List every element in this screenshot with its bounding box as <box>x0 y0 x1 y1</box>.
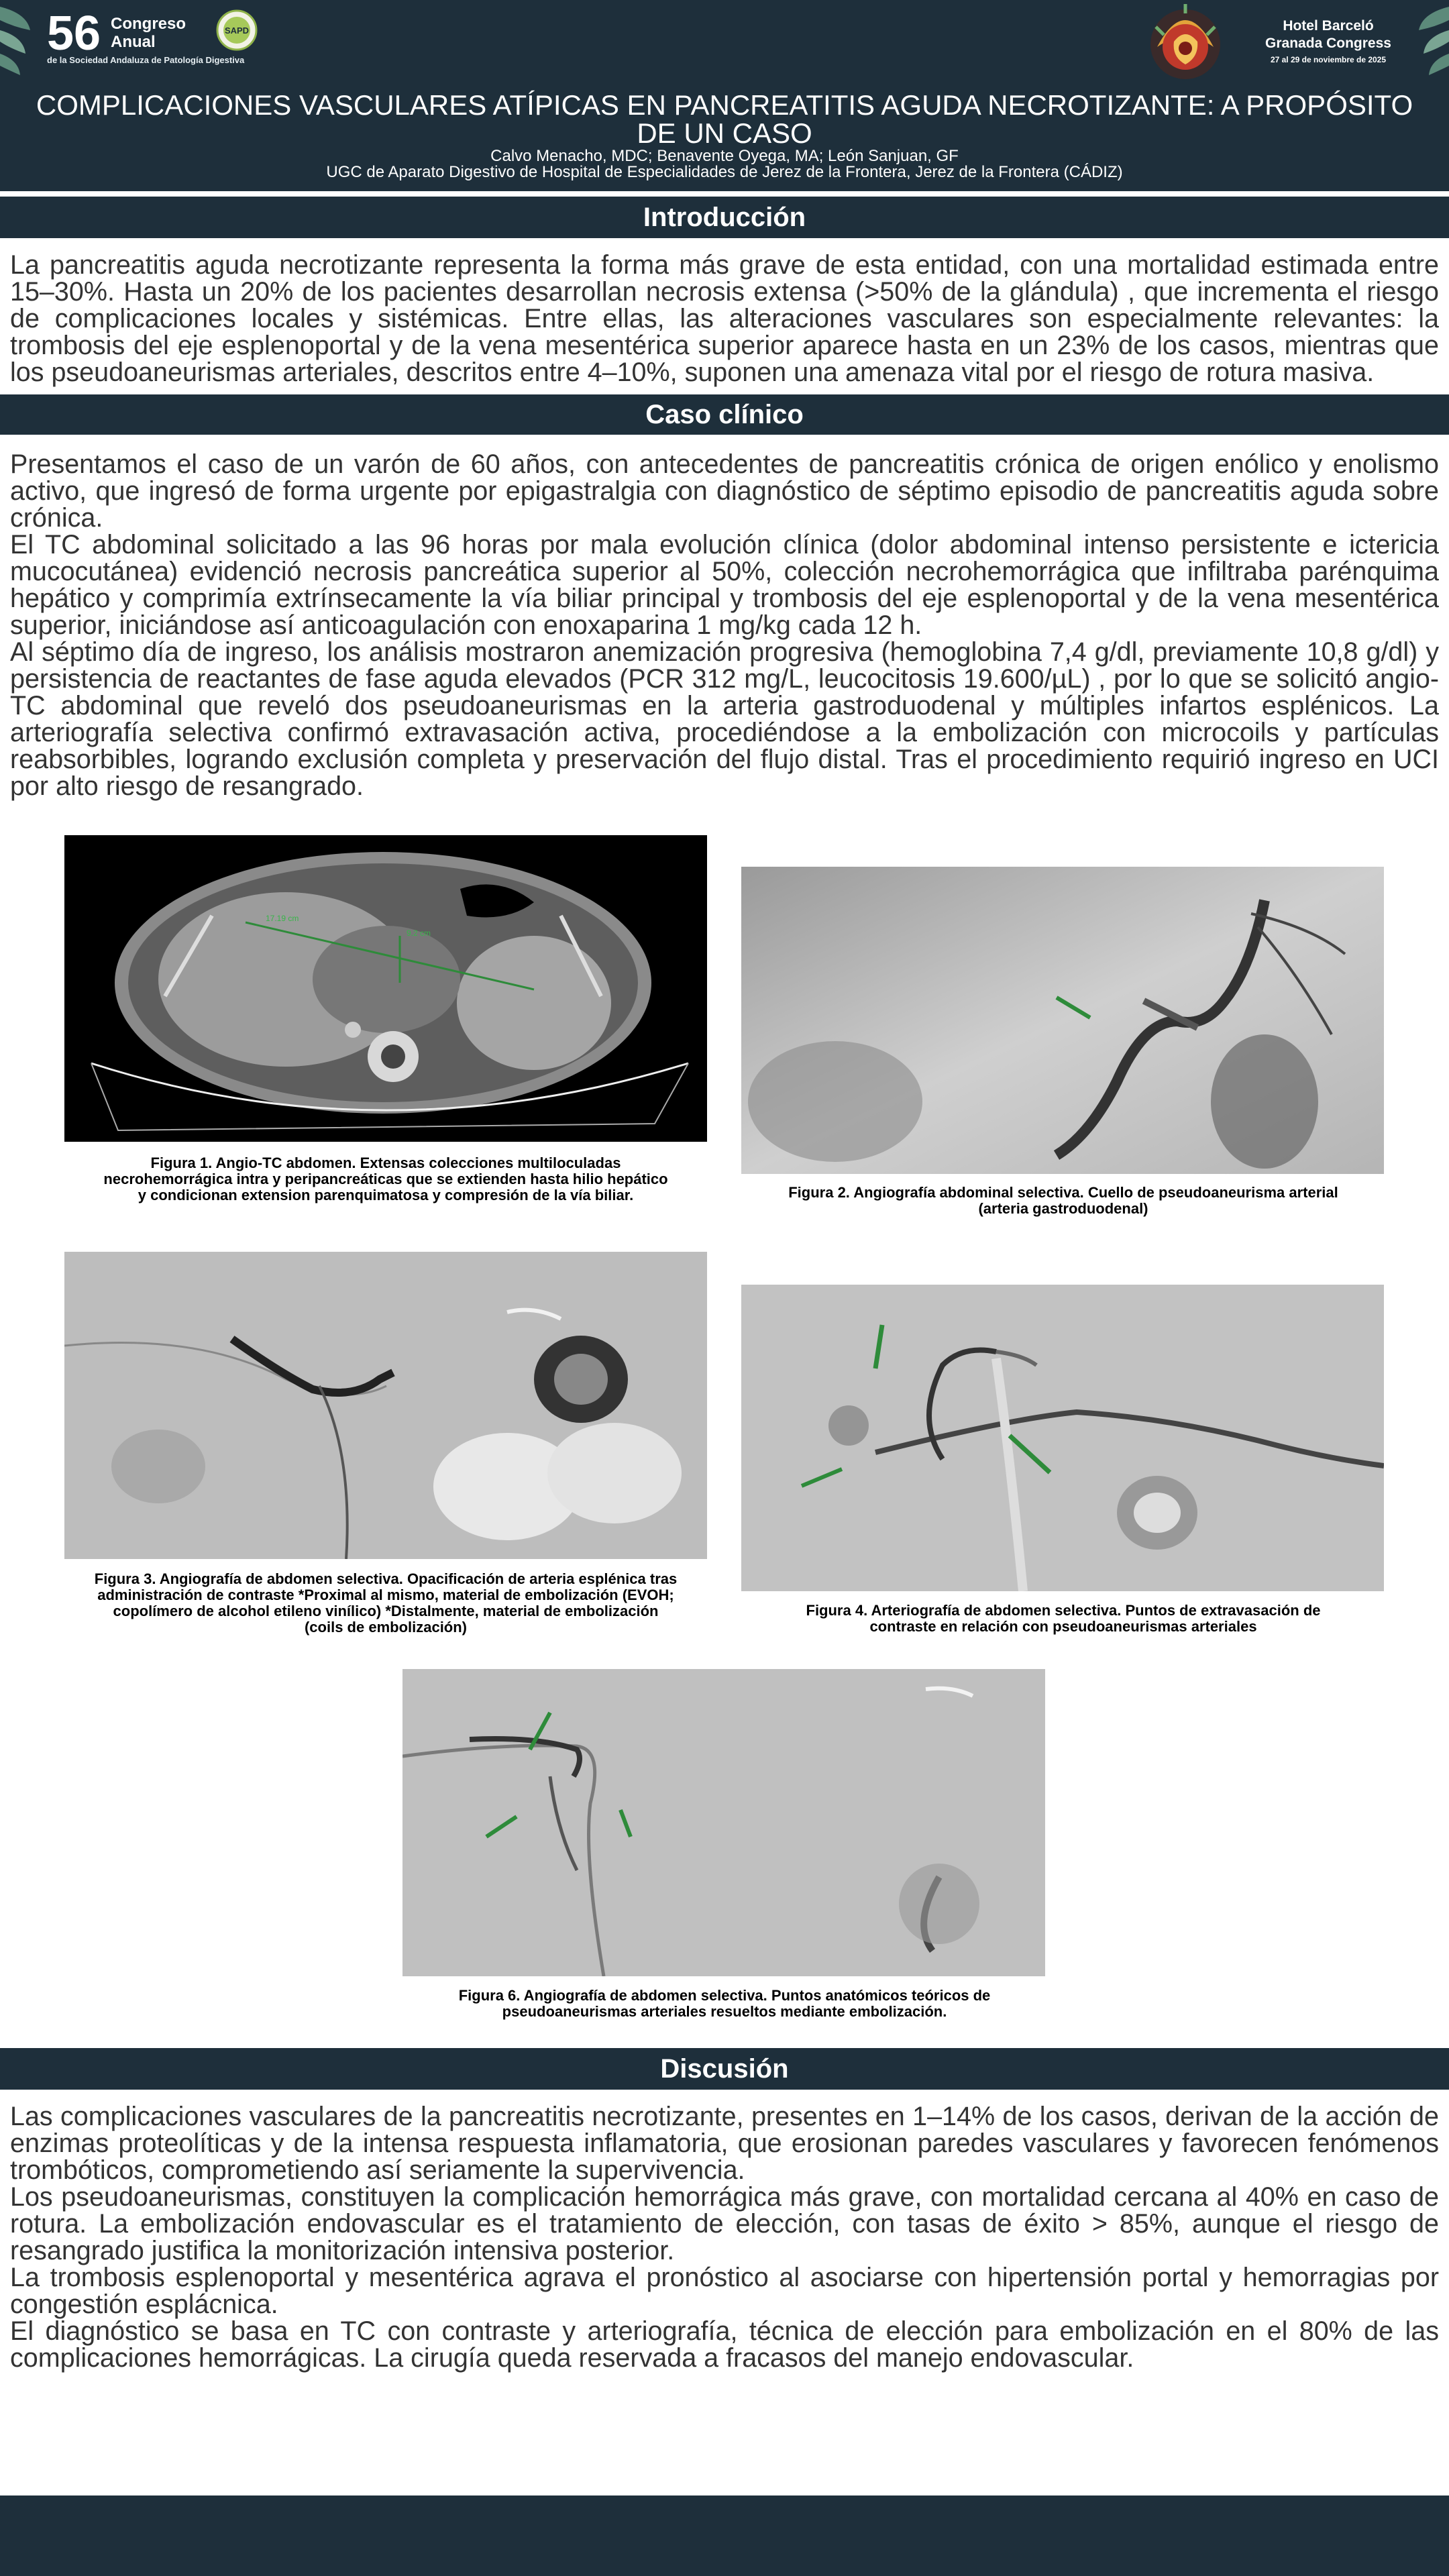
society-name: de la Sociedad Andaluza de Patología Digestiva <box>47 55 245 65</box>
congress-emblem-icon <box>1144 0 1228 84</box>
figure-4-caption: Figura 4. Arteriografía de abdomen selectiva. Puntos de extravasación de contraste en relación con pseudoaneurismas arteriales <box>806 1602 1321 1635</box>
discusion-paragraph-2: Los pseudoaneurismas, constituyen la complicación hemorrágica más grave, con mortalidad cercana al 40% en caso de rotura. La embolización endovascular es el tratamiento de elección, con tasas de éxito > 85%, aunque el riesgo de resangrado justifica la monitorización intensiva posterior. <box>10 2182 1439 2265</box>
poster-authors: Calvo Menacho, MDC; Benavente Oyega, MA; León Sanjuan, GF <box>490 147 959 165</box>
intro-paragraph <box>10 252 1439 386</box>
poster-footer <box>0 2496 1449 2576</box>
ct-measure-label: 9.2 cm <box>407 928 431 938</box>
venue-name: Granada Congress <box>1265 36 1391 51</box>
congress-dates: 27 al 29 de noviembre de 2025 <box>1270 55 1387 64</box>
congress-number: 56 <box>47 7 101 60</box>
caso-paragraph-2: El TC abdominal solicitado a las 96 horas por mala evolución clínica (dolor abdominal intenso persistente e ictericia mucocutánea) evidenció necrosis pancreática superior al 50%, colección necrohemorrágica que infiltraba parénquima hepático y comprimía extrínsecamente la vía biliar principal y trombosis del eje esplenoportal y de la vena mesentérica superior, iniciándose así anticoagulación con enoxaparina 1 mg/kg cada 12 h. <box>10 530 1439 640</box>
figure-3-caption: Figura 3. Angiografía de abdomen selectiva. Opacificación de arteria esplénica tras administración de contraste *Proximal al mismo, material de embolización (EVOH; copolímero de alcohol etileno vinílico) *Distalmente, material de embolización (coils de embolización) <box>94 1570 678 1635</box>
sapd-logo-icon <box>216 9 258 51</box>
ct-measure-label: 17.19 cm <box>266 914 299 923</box>
section-heading-caso-clinico: Caso clínico <box>0 394 1449 435</box>
figure-4-arteriography-image <box>741 1285 1384 1591</box>
discusion-paragraph-4: El diagnóstico se basa en TC con contraste y arteriografía, técnica de elección para embolización en el 80% de las complicaciones hemorrágicas. La cirugía queda reservada a fracasos del manejo endovascular. <box>10 2316 1439 2373</box>
hotel-name: Hotel Barceló <box>1283 18 1374 34</box>
caso-paragraph-3: Al séptimo día de ingreso, los análisis mostraron anemización progresiva (hemoglobina 7,4 g/dl, previamente 10,8 g/dl) y persistencia de reactantes de fase aguda elevados (PCR 312 mg/L, leucocitosis 19.600/µL) , por lo que se solicitó angio-TC abdominal que reveló dos pseudoaneurismas en la arteria gastroduodenal y múltiples infartos esplénicos. La arteriografía selectiva confirmó extravasación activa, procediéndose a la embolización con microcoils y partículas reabsorbibles, logrando exclusión completa y preservación del flujo distal. Tras el procedimiento requirió ingreso en UCI por alto riesgo de resangrado. <box>10 637 1439 801</box>
poster-affiliation: UGC de Aparato Digestivo de Hospital de Especialidades de Jerez de la Frontera, Jerez de la Frontera (CÁDIZ) <box>326 163 1123 181</box>
intro-text: La pancreatitis aguda necrotizante representa la forma más grave de esta entidad, con una mortalidad estimada entre 15–30%. Hasta un 20% de los pacientes desarrollan necrosis extensa (>50% de la glándula) , que incrementa el riesgo de complicaciones locales y sistémicas. Entre ellas, las alteraciones vasculares son especialmente relevantes: la trombosis del eje esplenoportal y de la vena mesentérica superior aparece hasta en un 23% de los casos, mientras que los pseudoaneurismas arteriales, descritos entre 4–10%, suponen una amenaza vital por el riesgo de rotura masiva. <box>10 250 1439 387</box>
congress-label <box>111 15 186 51</box>
figure-6-caption: Figura 6. Angiografía de abdomen selectiva. Puntos anatómicos teóricos de pseudoaneurismas arteriales resueltos mediante embolización. <box>458 1987 991 2020</box>
poster-header <box>0 0 1449 191</box>
figure-3-angiography-image <box>64 1252 707 1559</box>
figure-2-angiography-image <box>741 867 1384 1174</box>
discusion-paragraphs <box>10 2103 1439 2371</box>
figure-2-caption: Figura 2. Angiografía abdominal selectiva. Cuello de pseudoaneurisma arterial (arteria gastroduodenal) <box>788 1184 1338 1217</box>
venue-info <box>1248 17 1409 67</box>
leaf-decoration-icon <box>1402 0 1449 80</box>
caso-paragraphs <box>10 451 1439 800</box>
sapd-badge-text: SAPD <box>224 25 250 36</box>
caso-paragraph-1: Presentamos el caso de un varón de 60 años, con antecedentes de pancreatitis crónica de origen enólico y enolismo activo, que ingresó de forma urgente por epigastralgia con diagnóstico de séptimo episodio de pancreatitis aguda sobre crónica. <box>10 449 1439 533</box>
poster-title: COMPLICACIONES VASCULARES ATÍPICAS EN PANCREATITIS AGUDA NECROTIZANTE: A PROPÓSITO DE UN CASO <box>36 89 1413 149</box>
discusion-paragraph-1: Las complicaciones vasculares de la pancreatitis necrotizante, presentes en 1–14% de los casos, derivan de la acción de enzimas proteolíticas y de la intensa respuesta inflamatoria, que erosionan paredes vasculares y favorecen fenómenos trombóticos, comprometiendo así seriamente la supervivencia. <box>10 2102 1439 2185</box>
figure-6-angiography-image <box>402 1669 1045 1976</box>
section-heading-introduccion: Introducción <box>0 197 1449 238</box>
figure-1-caption: Figura 1. Angio-TC abdomen. Extensas colecciones multiloculadas necrohemorrágica intra y peripancreáticas que se extienden hasta hilio hepático y condicionan extension parenquimatosa y compresión de la vía biliar. <box>103 1155 668 1203</box>
congress-label-line2: Anual <box>111 33 156 51</box>
congress-label-line1: Congreso <box>111 15 186 33</box>
leaf-decoration-icon <box>0 0 47 80</box>
figure-1-ct-image <box>64 835 707 1142</box>
section-heading-discusion: Discusión <box>0 2048 1449 2090</box>
discusion-paragraph-3: La trombosis esplenoportal y mesentérica agrava el pronóstico al asociarse con hipertensión portal y hemorragias por congestión esplácnica. <box>10 2263 1439 2319</box>
